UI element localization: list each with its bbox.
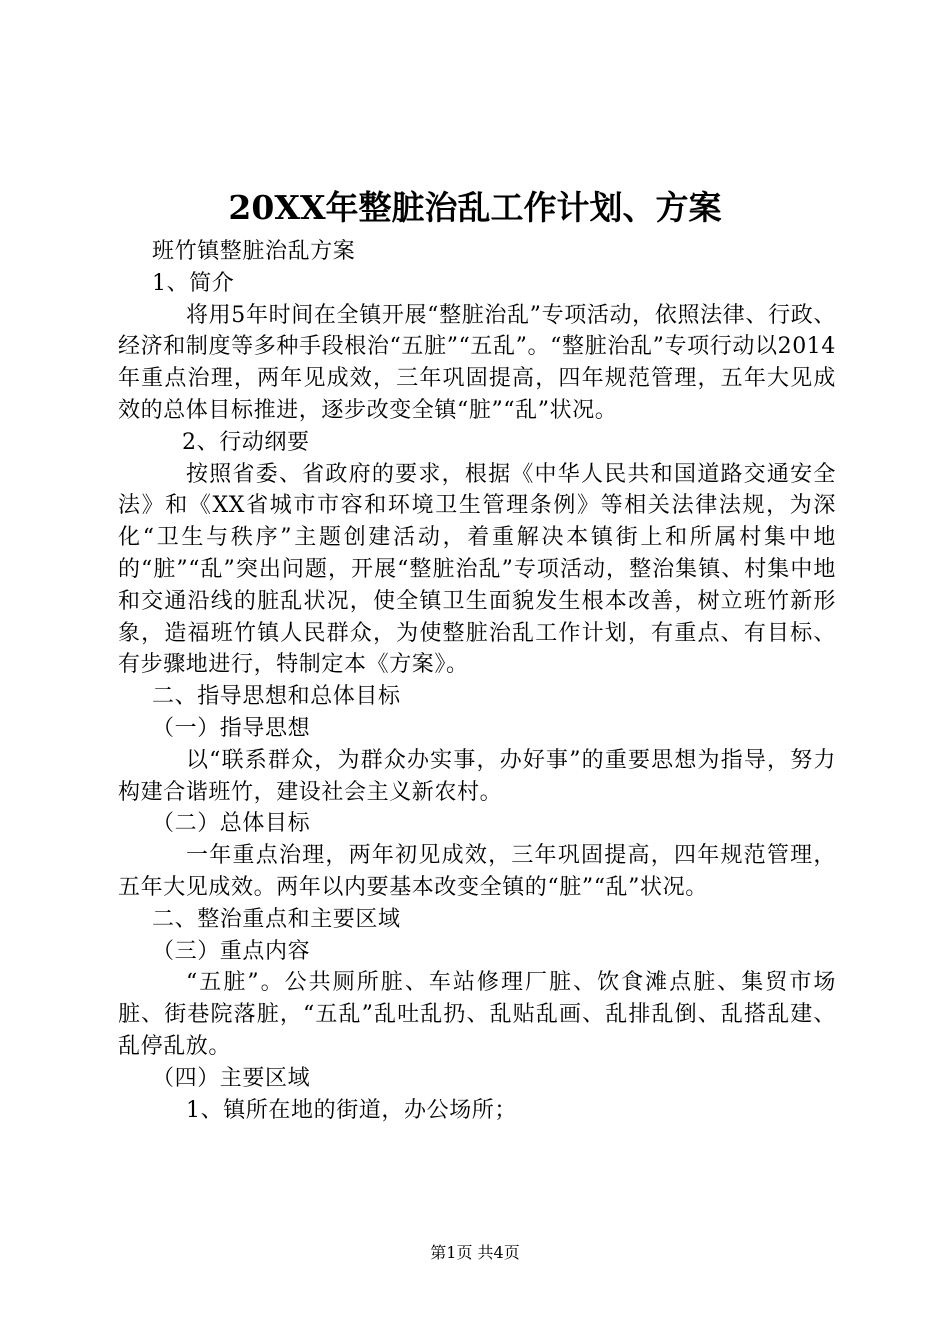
subheading-key-content: （三）重点内容 [152,938,311,964]
subheading-guiding-thought: （一）指导思想 [152,715,311,741]
paragraph-guiding-thought: 以“联系群众，为群众办实事，办好事”的重要思想为指导，努力构建合谐班竹，建设社会主义新农村。 [118,747,836,805]
document-body [118,236,836,1126]
section-heading-intro: 1、简介 [152,270,235,296]
page-indicator: 第1页 共4页 [430,1243,520,1262]
paragraph-key-content: “五脏”。公共厕所脏、车站修理厂脏、饮食滩点脏、集贸市场脏、街巷院落脏，“五乱”乱吐乱扔、乱贴乱画、乱排乱倒、乱搭乱建、乱停乱放。 [118,970,836,1059]
list-item-main-area-1: 1、镇所在地的街道，办公场所； [186,1097,517,1123]
subheading-overall-goal: （二）总体目标 [152,811,311,837]
paragraph-intro: 将用5年时间在全镇开展“整脏治乱”专项活动，依照法律、行政、经济和制度等多种手段根治“五脏”“五乱”。“整脏治乱”专项行动以2014年重点治理，两年见成效，三年巩固提高，四年规范管理，五年大见成效的总体目标推进，逐步改变全镇“脏”“乱”状况。 [118,302,836,423]
document-title: 20XX年整脏治乱工作计划、方案 [228,188,722,227]
plan-name: 班竹镇整脏治乱方案 [152,239,356,264]
section-heading-guiding: 二、指导思想和总体目标 [152,684,401,710]
paragraph-outline: 按照省委、省政府的要求，根据《中华人民共和国道路交通安全法》和《XX省城市市容和环境卫生管理条例》等相关法律法规，为深化“卫生与秩序”主题创建活动，着重解决本镇街上和所属村集中地的“脏”“乱”突出问题，开展“整脏治乱”专项活动，整治集镇、村集中地和交通沿线的脏乱状况，使全镇卫生面貌发生根本改善，树立班竹新形象，造福班竹镇人民群众，为使整脏治乱工作计划，有重点、有目标、有步骤地进行，特制定本《方案》。 [118,461,836,678]
section-heading-outline: 2、行动纲要 [182,429,310,455]
subheading-main-areas: （四）主要区域 [152,1065,311,1091]
section-heading-key-areas: 二、整治重点和主要区域 [152,906,401,932]
paragraph-overall-goal: 一年重点治理，两年初见成效，三年巩固提高，四年规范管理，五年大见成效。两年以内要基本改变全镇的“脏”“乱”状况。 [118,843,836,900]
